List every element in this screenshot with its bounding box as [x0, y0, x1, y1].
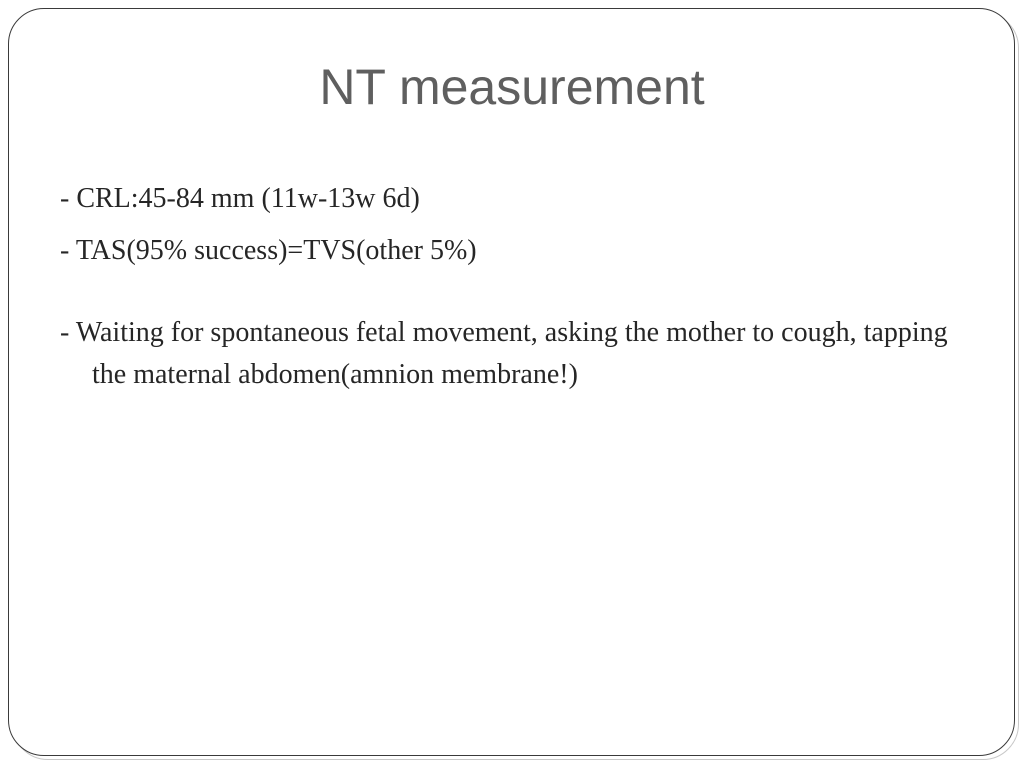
bullet-list — [60, 178, 960, 396]
bullet-item: - Waiting for spontaneous fetal movement, asking the mother to cough, tapping the maternal abdomen(amnion membrane!) — [60, 317, 948, 390]
slide-title: NT measurement — [319, 59, 705, 115]
bullet-item: - TAS(95% success)=TVS(other 5%) — [60, 235, 477, 266]
bullet-item: - CRL:45-84 mm (11w-13w 6d) — [60, 183, 420, 214]
